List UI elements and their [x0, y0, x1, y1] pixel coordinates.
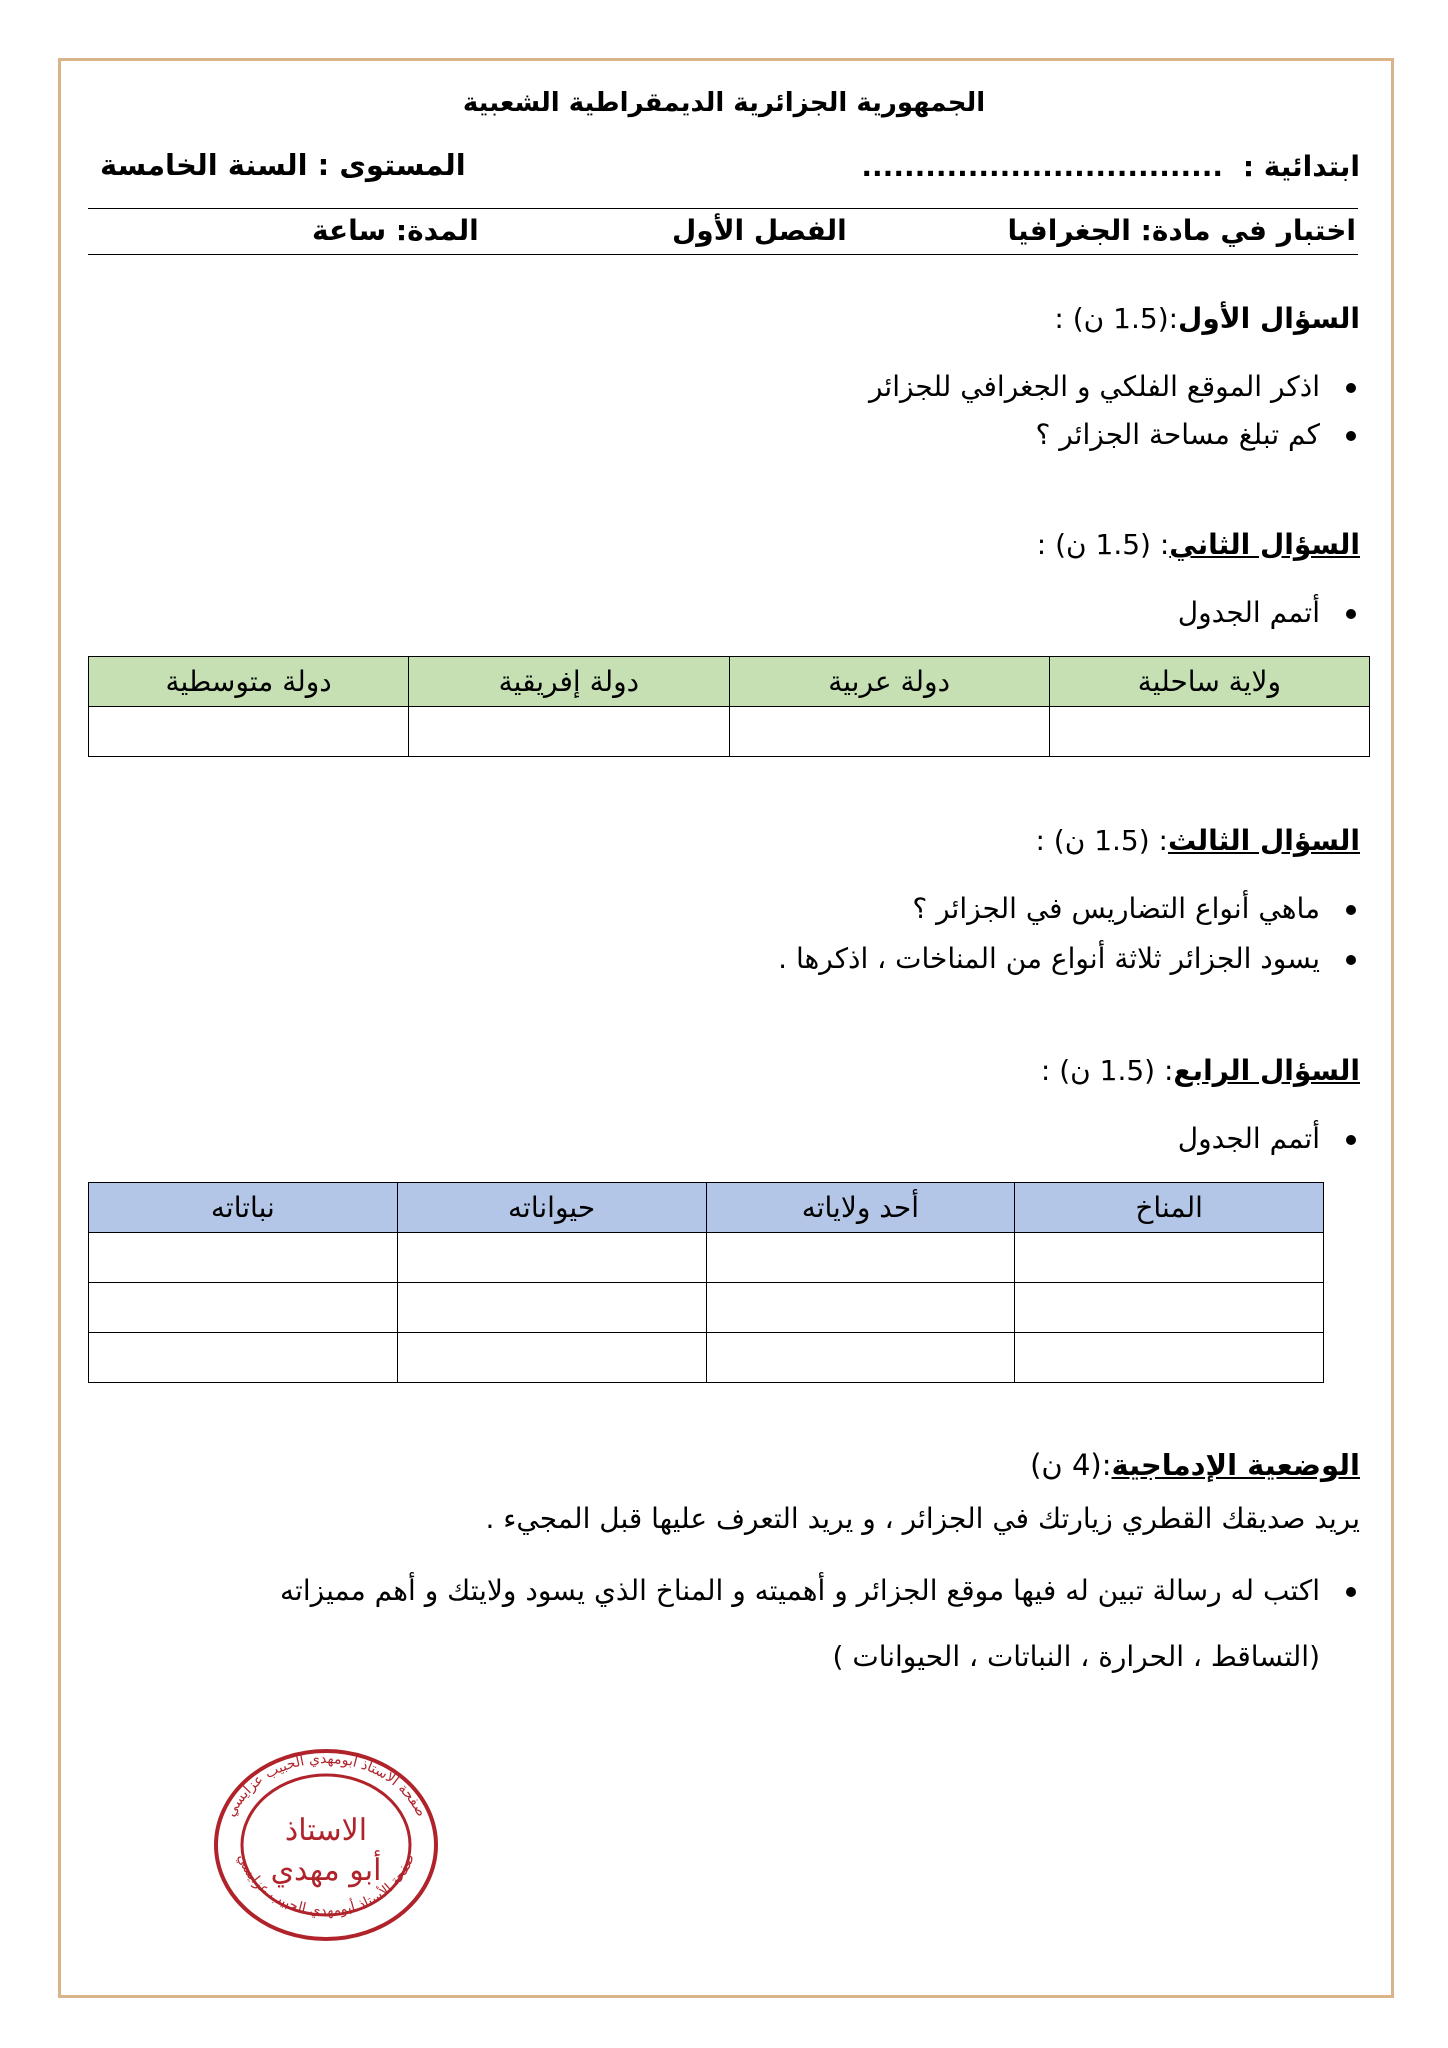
q4-table-header: المناخ	[1015, 1183, 1324, 1233]
republic-title: الجمهورية الجزائرية الديمقراطية الشعبية	[462, 88, 986, 118]
q2-item-1	[1178, 596, 1356, 629]
q3-item-1	[912, 892, 1356, 925]
q4-table-cell[interactable]	[397, 1283, 706, 1333]
q2-table	[88, 656, 1370, 757]
q4-table	[88, 1182, 1324, 1383]
q4-table-header: نباتاته	[89, 1183, 398, 1233]
q3-item-1-text: ماهي أنواع التضاريس في الجزائر ؟	[912, 892, 1320, 925]
q4-table-cell[interactable]	[89, 1333, 398, 1383]
q4-title: السؤال الرابع	[1173, 1054, 1360, 1087]
q1-item-1	[869, 370, 1356, 403]
q4-table-header: حيواناته	[397, 1183, 706, 1233]
teacher-stamp	[208, 1745, 444, 1945]
header-divider-top	[88, 208, 1358, 209]
integration-task-line2: (التساقط ، الحرارة ، النباتات ، الحيوانات )	[832, 1640, 1320, 1673]
q1-points: :(1.5 ن) :	[1054, 302, 1179, 335]
q4-points: : (1.5 ن) :	[1040, 1054, 1174, 1087]
q2-table-header: دولة متوسطية	[89, 657, 409, 707]
q3-title: السؤال الثالث	[1167, 824, 1360, 857]
bullet-icon	[1346, 955, 1356, 965]
q1-title: السؤال الأول	[1178, 302, 1360, 335]
integration-title: الوضعية الإدماجية	[1111, 1448, 1360, 1482]
stamp-line-2: أبو مهدي	[270, 1853, 382, 1888]
school-label-text: ابتدائية :	[1242, 150, 1360, 183]
exam-term: الفصل الأول	[672, 214, 847, 247]
integration-task	[280, 1574, 1356, 1607]
bullet-icon	[1346, 1587, 1356, 1597]
bullet-icon	[1346, 905, 1356, 915]
q2-title: السؤال الثاني	[1169, 528, 1360, 561]
q4-table-cell[interactable]	[397, 1233, 706, 1283]
q2-table-header: دولة عربية	[729, 657, 1049, 707]
q3-heading	[1035, 824, 1360, 857]
integration-points: :(4 ن)	[1030, 1448, 1112, 1482]
q4-table-cell[interactable]	[706, 1283, 1015, 1333]
integration-task-text: اكتب له رسالة تبين له فيها موقع الجزائر و أهميته و المناخ الذي يسود ولايتك و أهم مميزاته	[280, 1574, 1320, 1607]
q3-points: : (1.5 ن) :	[1035, 824, 1168, 857]
q3-item-2-text: يسود الجزائر ثلاثة أنواع من المناخات ، اذكرها .	[778, 942, 1320, 975]
q4-heading	[1041, 1054, 1360, 1087]
q1-heading	[1054, 302, 1360, 335]
q2-table-cell[interactable]	[89, 707, 409, 757]
q3-item-2	[778, 942, 1356, 975]
q2-table-cell[interactable]	[729, 707, 1049, 757]
stamp-seal-icon	[208, 1745, 444, 1945]
exam-duration: المدة: ساعة	[312, 214, 479, 247]
q1-item-2-text: كم تبلغ مساحة الجزائر ؟	[1035, 418, 1320, 451]
q2-table-header: دولة إفريقية	[409, 657, 729, 707]
q2-item-1-text: أتمم الجدول	[1177, 596, 1320, 629]
q4-table-cell[interactable]	[706, 1333, 1015, 1383]
school-name-blank: ..................................	[861, 150, 1224, 183]
q4-table-cell[interactable]	[89, 1233, 398, 1283]
bullet-icon	[1346, 383, 1356, 393]
stamp-line-1: الاستاذ	[284, 1813, 368, 1848]
level-label: المستوى : السنة الخامسة	[100, 148, 466, 182]
page-border	[58, 58, 1394, 1998]
q2-table-header: ولاية ساحلية	[1049, 657, 1369, 707]
q4-table-cell[interactable]	[89, 1283, 398, 1333]
q2-table-cell[interactable]	[409, 707, 729, 757]
bullet-icon	[1346, 1135, 1356, 1145]
q4-item-1-text: أتمم الجدول	[1177, 1122, 1320, 1155]
svg-text:صفحة الأستاذ أبومهدي الحبيب عز: صفحة الأستاذ أبومهدي الحبيب عزايسي	[234, 1851, 418, 1920]
integration-intro: يريد صديقك القطري زيارتك في الجزائر ، و يريد التعرف عليها قبل المجيء .	[485, 1502, 1360, 1535]
school-label	[861, 150, 1360, 183]
bullet-icon	[1346, 431, 1356, 441]
q4-table-cell[interactable]	[1015, 1283, 1324, 1333]
integration-heading	[1030, 1448, 1360, 1482]
q1-item-2	[1035, 418, 1356, 451]
q4-table-cell[interactable]	[397, 1333, 706, 1383]
q4-table-cell[interactable]	[706, 1233, 1015, 1283]
q4-table-cell[interactable]	[1015, 1333, 1324, 1383]
bullet-icon	[1346, 609, 1356, 619]
exam-subject: اختبار في مادة: الجغرافيا	[1007, 214, 1356, 247]
svg-text:صفحة الأستاذ أبومهدي الحبيب عز: صفحة الأستاذ أبومهدي الحبيب عزايسي	[222, 1750, 430, 1820]
q2-points: : (1.5 ن) :	[1036, 528, 1170, 561]
q2-table-cell[interactable]	[1049, 707, 1369, 757]
q4-table-cell[interactable]	[1015, 1233, 1324, 1283]
q2-heading	[1037, 528, 1360, 561]
q4-table-header: أحد ولاياته	[706, 1183, 1015, 1233]
q4-item-1	[1178, 1122, 1356, 1155]
q1-item-1-text: اذكر الموقع الفلكي و الجغرافي للجزائر	[868, 370, 1320, 403]
header-divider-bottom	[88, 254, 1358, 255]
